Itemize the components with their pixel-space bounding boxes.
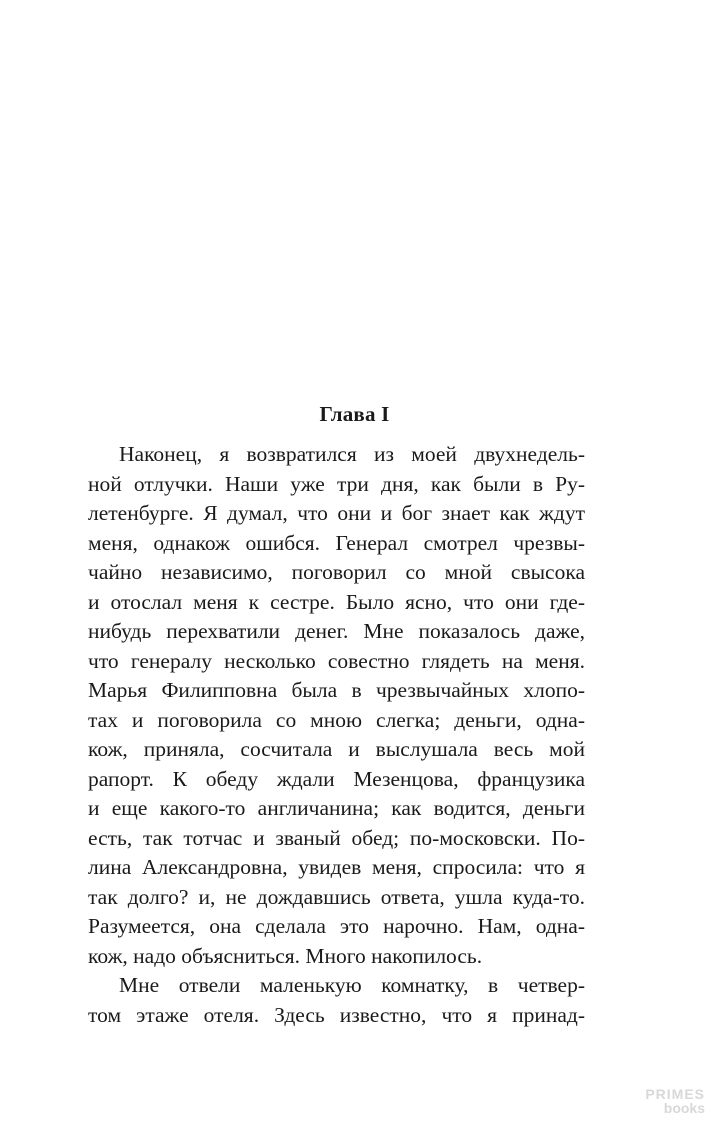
text-line: нибудь перехватили денег. Мне показалось даже, [88, 619, 585, 643]
text-line: есть, так тотчас и званый обед; по-московски. По- [88, 825, 585, 850]
watermark-primes: PRIMES [645, 1086, 705, 1102]
text-line: и отослал меня к сестре. Было ясно, что они где- [88, 589, 585, 614]
text-line: так долго? и, не дождавшись ответа, ушла куда-то. [88, 884, 585, 909]
chapter-title: Глава I [319, 402, 390, 426]
text-line: чайно независимо, поговорил со мной свысока [88, 560, 585, 584]
text-line: ной отлучки. Наши уже три дня, как были в Ру- [88, 471, 585, 496]
text-line: Наконец, я возвратился из моей двухнедель- [119, 442, 585, 466]
text-line: меня, однакож ошибся. Генерал смотрел чрезвы- [88, 530, 585, 555]
publisher-watermark [633, 1087, 705, 1115]
text-line: тах и поговорила со мною слегка; деньги, одна- [88, 707, 585, 732]
text-line: лина Александровна, увидев меня, спросила: что я [88, 855, 585, 879]
text-line: Марья Филипповна была в чрезвычайных хлопо- [88, 678, 585, 702]
text-line: рапорт. К обеду ждали Мезенцова, французика [88, 766, 585, 791]
chapter-text [88, 440, 585, 1030]
text-line: и еще какого-то англичанина; как водится, деньги [88, 796, 585, 820]
text-line: Мне отвели маленькую комнатку, в четвер- [119, 973, 585, 997]
text-line: летенбурге. Я думал, что они и бог знает как ждут [88, 501, 585, 525]
text-line: Разумеется, она сделала это нарочно. Нам, одна- [88, 914, 585, 938]
text-line: кож, надо объясниться. Много накопилось. [88, 943, 483, 968]
text-line: что генералу несколько совестно глядеть на меня. [88, 648, 585, 673]
watermark-books: books [663, 1100, 705, 1116]
text-line: кож, приняла, сосчитала и выслушала весь мой [88, 737, 585, 761]
text-line: том этаже отеля. Здесь известно, что я принад- [88, 1002, 585, 1027]
